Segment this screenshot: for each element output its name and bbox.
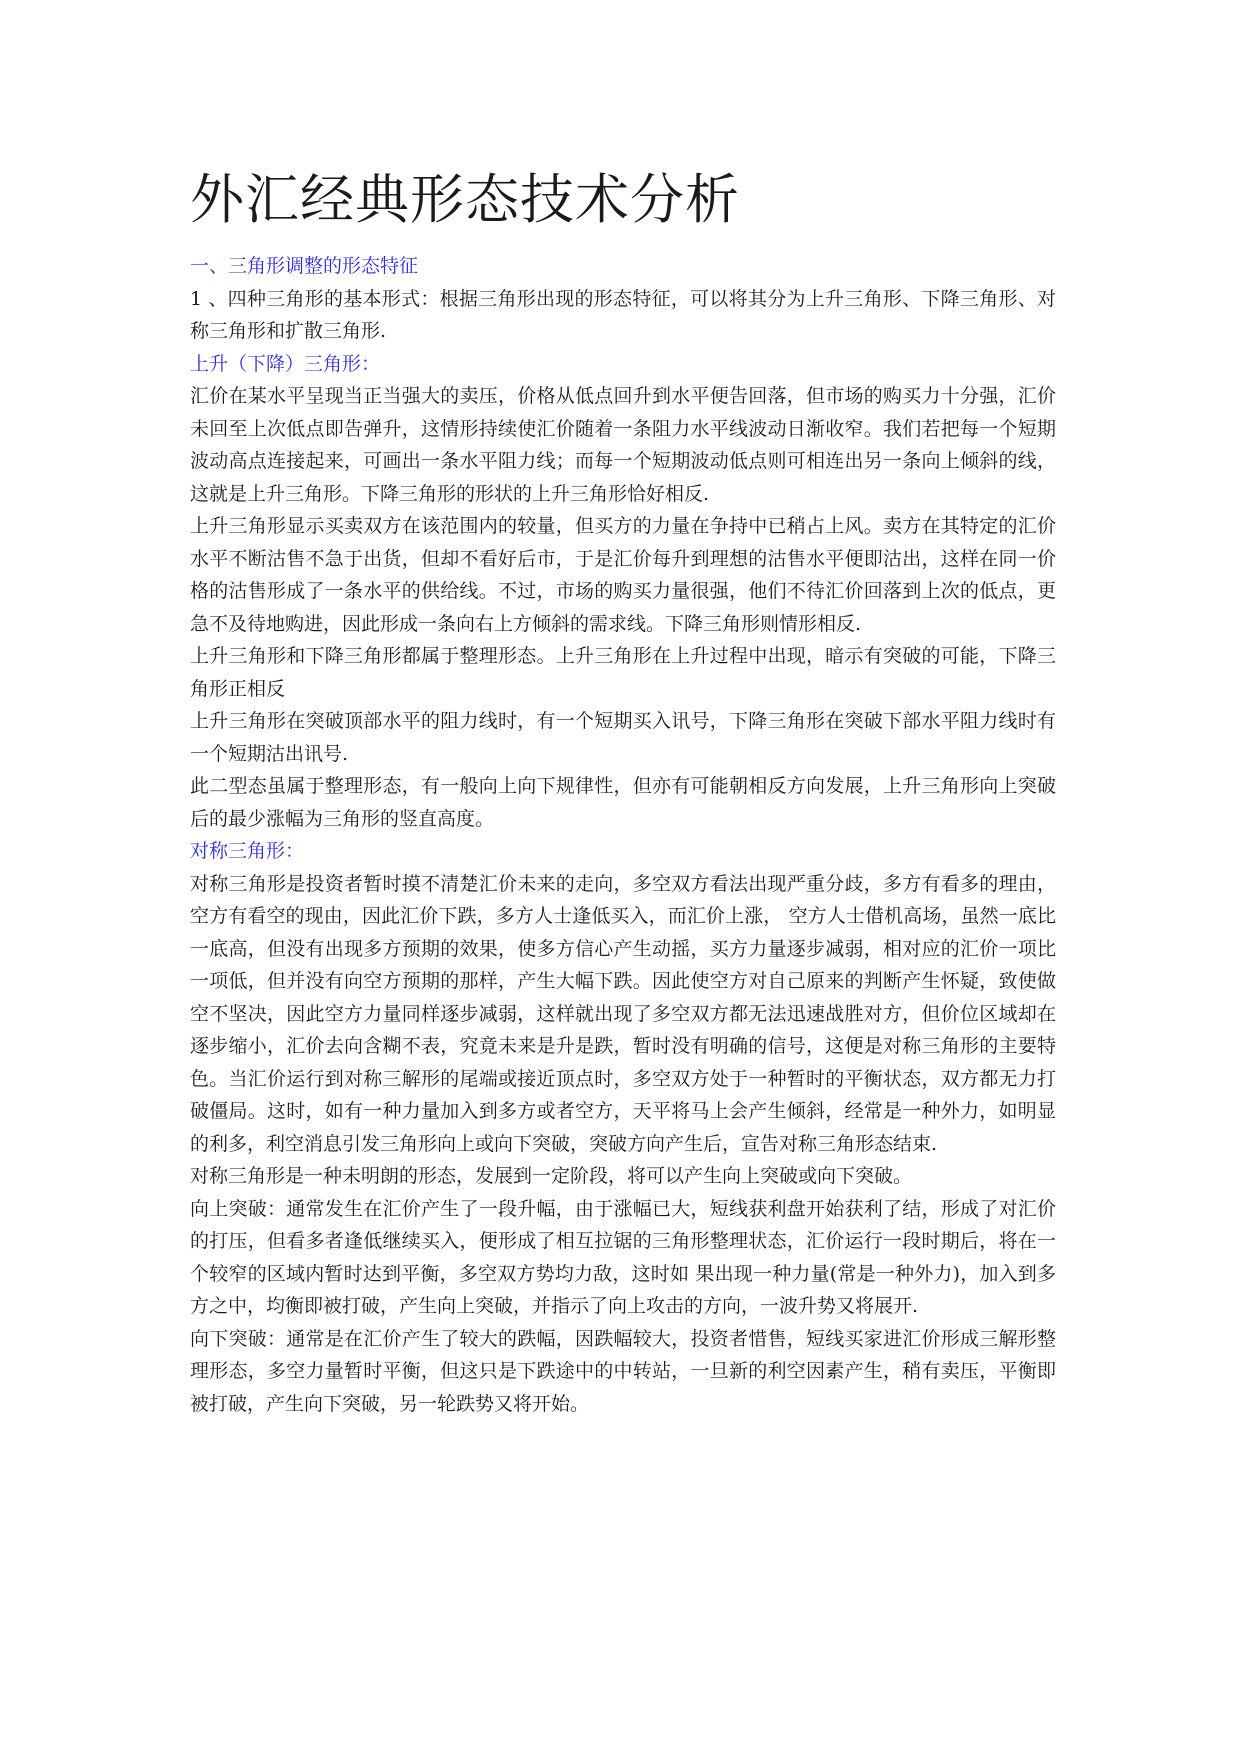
- paragraph: 上升三角形和下降三角形都属于整理形态。上升三角形在上升过程中出现，暗示有突破的可能，下降三角形正相反: [190, 645, 1056, 700]
- paragraph: 此二型态虽属于整理形态，有一般向上向下规律性，但亦有可能朝相反方向发展，上升三角形向上突破后的最少涨幅为三角形的竖直高度。: [190, 775, 1056, 830]
- paragraph: 上升三角形在突破顶部水平的阻力线时，有一个短期买入讯号，下降三角形在突破下部水平阻力线时有一个短期沽出讯号.: [190, 710, 1056, 765]
- paragraph: 上升三角形显示买卖双方在该范围内的较量，但买方的力量在争持中已稍占上风。卖方在其特定的汇价水平不断沽售不急于出货，但却不看好后市，于是汇价每升到理想的沽售水平便即沽出，这样在同一价格的沽售形成了一条水平的供给线。不过，市场的购买力量很强，他们不待汇价回落到上次的低点，更急不及待地购进，因此形成一条向右上方倾斜的需求线。下降三角形则情形相反.: [190, 515, 1056, 635]
- subsection-heading-symmetric-triangle: 对称三角形：: [190, 840, 305, 862]
- paragraph: 向上突破：通常发生在汇价产生了一段升幅，由于涨幅已大，短线获利盘开始获利了结，形成了对汇价的打压，但看多者逢低继续买入，便形成了相互拉锯的三角形整理状态，汇价运行一段时期后，将在一个较窄的区域内暂时达到平衡，多空双方势均力敌，这时如 果出现一种力量(常是一种外力)，加入到多方之中，均衡即被打破，产生向上突破，并指示了向上攻击的方向，一波升势又将展开.: [190, 1197, 1056, 1317]
- subsection-heading-rising-triangle: 上升（下降）三角形：: [190, 352, 381, 375]
- document-title: 外汇经典形态技术分析: [190, 168, 740, 231]
- paragraph: 汇价在某水平呈现当正当强大的卖压，价格从低点回升到水平便告回落，但市场的购买力十分强，汇价未回至上次低点即告弹升，这情形持续使汇价随着一条阻力水平线波动日渐收窄。我们若把每一个短期波动高点连接起来，可画出一条水平阻力线；而每一个短期波动低点则可相连出另一条向上倾斜的线，这就是上升三角形。下降三角形的形状的上升三角形恰好相反.: [190, 385, 1056, 505]
- paragraph: 向下突破：通常是在汇价产生了较大的跌幅，因跌幅较大，投资者惜售，短线买家进汇价形成三解形整理形态，多空力量暂时平衡，但这只是下跌途中的中转站，一旦新的利空因素产生，稍有卖压，平衡即被打破，产生向下突破，另一轮跌势又将开始。: [190, 1327, 1056, 1415]
- section-heading: 一、三角形调整的形态特征: [190, 255, 419, 277]
- paragraph: 对称三角形是投资者暂时摸不清楚汇价未来的走向，多空双方看法出现严重分歧，多方有看多的理由，空方有看空的现由，因此汇价下跌，多方人士逢低买入，而汇价上涨， 空方人士借机高场，虽然一底比一底高，但没有出现多方预期的效果，使多方信心产生动摇，买方力量逐步减弱，相对应的汇价一项比一项低，但并没有向空方预期的那样，产生大幅下跌。因此使空方对自己原来的判断产生怀疑，致使做空不坚决，因此空方力量同样逐步减弱，这样就出现了多空双方都无法迅速战胜对方，但价位区域却在逐步缩小，汇价去向含糊不表，究竟未来是升是跌，暂时没有明确的信号，这便是对称三角形的主要特色。当汇价运行到对称三解形的尾端或接近顶点时，多空双方处于一种暂时的平衡状态，双方都无力打破僵局。这时，如有一种力量加入到多方或者空方，天平将马上会产生倾斜，经常是一种外力，如明显的利多，利空消息引发三角形向上或向下突破，突破方向产生后，宣告对称三角形态结束.: [190, 872, 1056, 1155]
- intro-paragraph: 1 、四种三角形的基本形式：根据三角形出现的形态特征，可以将其分为上升三角形、下降三角形、对称三角形和扩散三角形.: [190, 287, 1056, 342]
- paragraph: 对称三角形是一种未明朗的形态，发展到一定阶段，将可以产生向上突破或向下突破。: [190, 1165, 913, 1187]
- document-body: [190, 160, 1056, 1420]
